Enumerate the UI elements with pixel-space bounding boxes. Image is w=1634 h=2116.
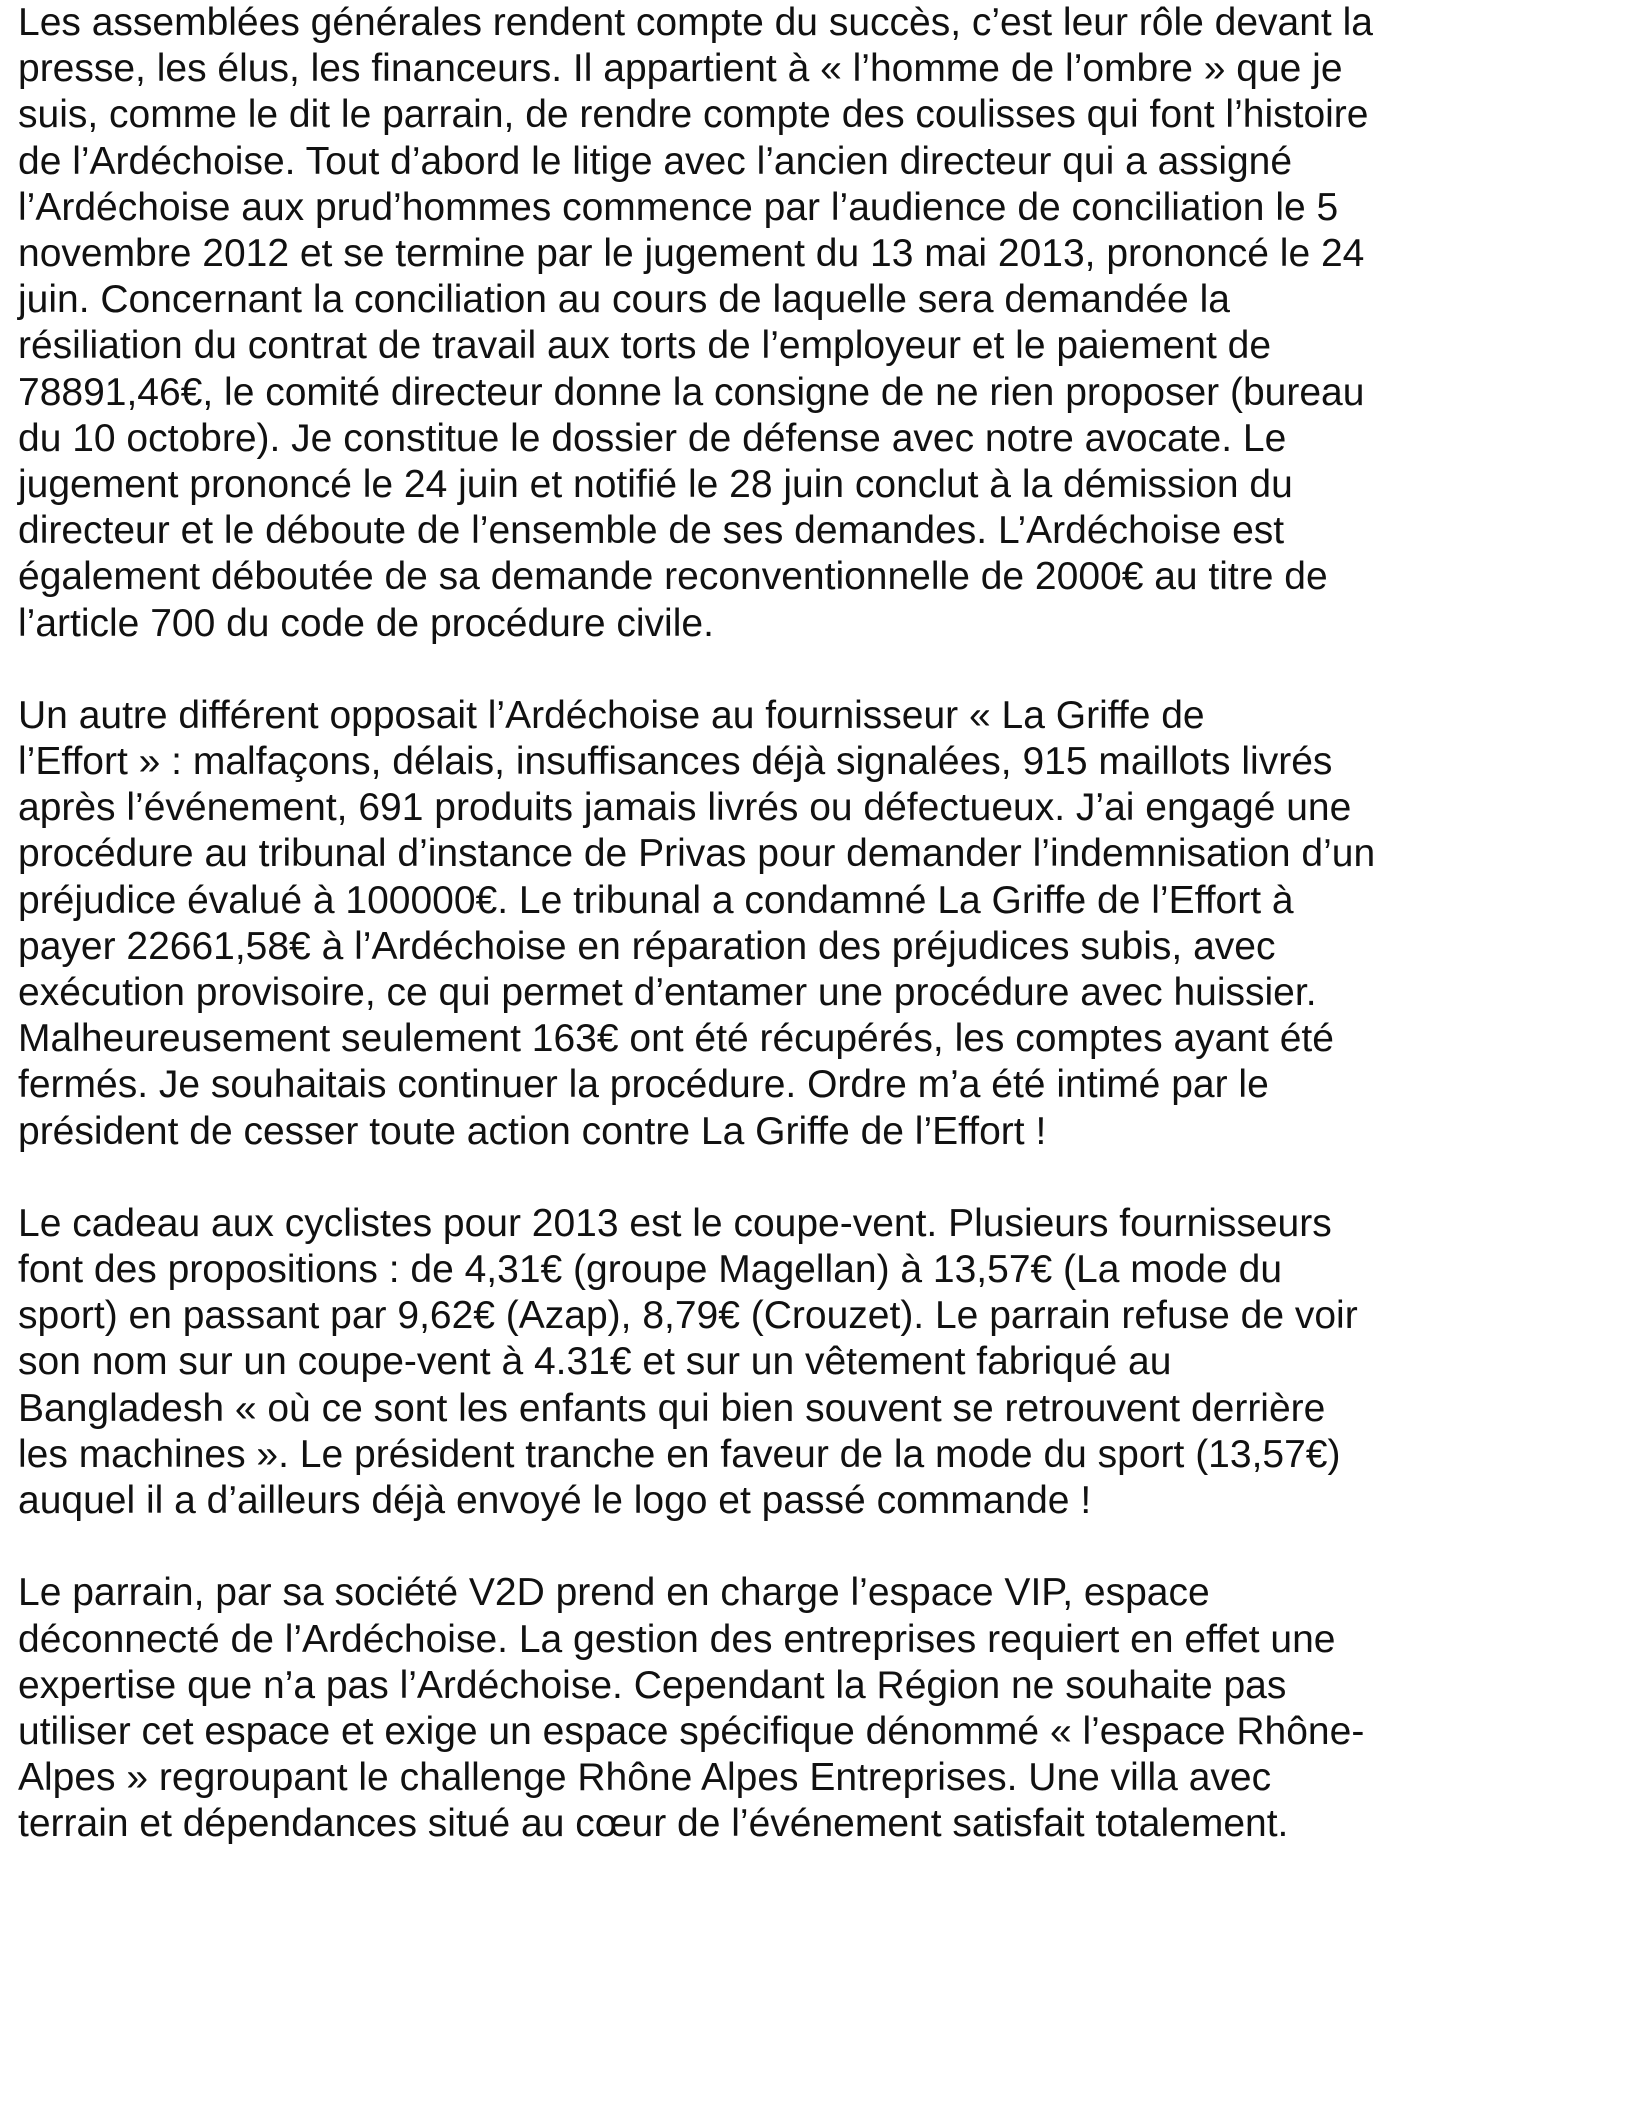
text-line: président de cesser toute action contre La Griffe de l’Effort !	[18, 1109, 1047, 1153]
text-line: procédure au tribunal d’instance de Privas pour demander l’indemnisation d’un	[18, 832, 1376, 876]
text-line: sport) en passant par 9,62€ (Azap), 8,79€ (Crouzet). Le parrain refuse de voir	[18, 1294, 1358, 1338]
text-line: 78891,46€, le comité directeur donne la consigne de ne rien proposer (bureau	[18, 370, 1365, 414]
text-line: expertise que n’a pas l’Ardéchoise. Cependant la Région ne souhaite pas	[18, 1663, 1287, 1707]
text-line: Alpes » regroupant le challenge Rhône Alpes Entreprises. Une villa avec	[18, 1756, 1272, 1800]
text-line: de l’Ardéchoise. Tout d’abord le litige avec l’ancien directeur qui a assigné	[18, 139, 1293, 183]
text-line: presse, les élus, les financeurs. Il appartient à « l’homme de l’ombre » que je	[18, 47, 1343, 91]
text-line: Bangladesh « où ce sont les enfants qui bien souvent se retrouvent derrière	[18, 1386, 1326, 1430]
text-line: font des propositions : de 4,31€ (groupe Magellan) à 13,57€ (La mode du	[18, 1248, 1283, 1292]
text-line: Un autre différent opposait l’Ardéchoise au fournisseur « La Griffe de	[18, 693, 1205, 737]
text-line: préjudice évalué à 100000€. Le tribunal a condamné La Griffe de l’Effort à	[18, 878, 1294, 922]
document-page	[18, 0, 1618, 1894]
text-line: jugement prononcé le 24 juin et notifié le 28 juin conclut à la démission du	[18, 463, 1293, 507]
text-line: novembre 2012 et se termine par le jugement du 13 mai 2013, prononcé le 24	[18, 232, 1365, 276]
text-line: les machines ». Le président tranche en faveur de la mode du sport (13,57€)	[18, 1432, 1341, 1476]
text-line: Les assemblées générales rendent compte du succès, c’est leur rôle devant la	[18, 1, 1373, 44]
text-line: juin. Concernant la conciliation au cours de laquelle sera demandée la	[18, 278, 1230, 322]
text-line: suis, comme le dit le parrain, de rendre compte des coulisses qui font l’histoire	[18, 93, 1369, 137]
text-line: utiliser cet espace et exige un espace spécifique dénommé « l’espace Rhône-	[18, 1709, 1365, 1753]
text-line: Le parrain, par sa société V2D prend en charge l’espace VIP, espace	[18, 1571, 1210, 1615]
text-line: payer 22661,58€ à l’Ardéchoise en réparation des préjudices subis, avec	[18, 924, 1276, 968]
text-line: Le cadeau aux cyclistes pour 2013 est le coupe-vent. Plusieurs fournisseurs	[18, 1201, 1332, 1245]
text-line: terrain et dépendances situé au cœur de l’événement satisfait totalement.	[18, 1802, 1289, 1846]
text-line: exécution provisoire, ce qui permet d’entamer une procédure avec huissier.	[18, 971, 1317, 1015]
text-line: son nom sur un coupe-vent à 4.31€ et sur un vêtement fabriqué au	[18, 1340, 1172, 1384]
paragraph-espace-vip	[18, 1570, 1618, 1847]
text-line: du 10 octobre). Je constitue le dossier de défense avec notre avocate. Le	[18, 416, 1287, 460]
text-line: résiliation du contrat de travail aux torts de l’employeur et le paiement de	[18, 324, 1272, 368]
text-line: l’article 700 du code de procédure civile.	[18, 601, 714, 645]
paragraph-griffe-effort	[18, 693, 1618, 1155]
paragraph-coupe-vent	[18, 1201, 1618, 1524]
text-line: auquel il a d’ailleurs déjà envoyé le logo et passé commande !	[18, 1479, 1092, 1523]
text-line: Malheureusement seulement 163€ ont été récupérés, les comptes ayant été	[18, 1017, 1334, 1061]
text-line: déconnecté de l’Ardéchoise. La gestion des entreprises requiert en effet une	[18, 1617, 1336, 1661]
text-line: également déboutée de sa demande reconventionnelle de 2000€ au titre de	[18, 555, 1328, 599]
text-line: l’Effort » : malfaçons, délais, insuffisances déjà signalées, 915 maillots livrés	[18, 740, 1333, 784]
text-line: après l’événement, 691 produits jamais livrés ou défectueux. J’ai engagé une	[18, 786, 1352, 830]
text-line: fermés. Je souhaitais continuer la procédure. Ordre m’a été intimé par le	[18, 1063, 1269, 1107]
paragraph-prudhommes	[18, 0, 1618, 647]
text-line: directeur et le déboute de l’ensemble de ses demandes. L’Ardéchoise est	[18, 509, 1285, 553]
text-line: l’Ardéchoise aux prud’hommes commence par l’audience de conciliation le 5	[18, 185, 1339, 229]
